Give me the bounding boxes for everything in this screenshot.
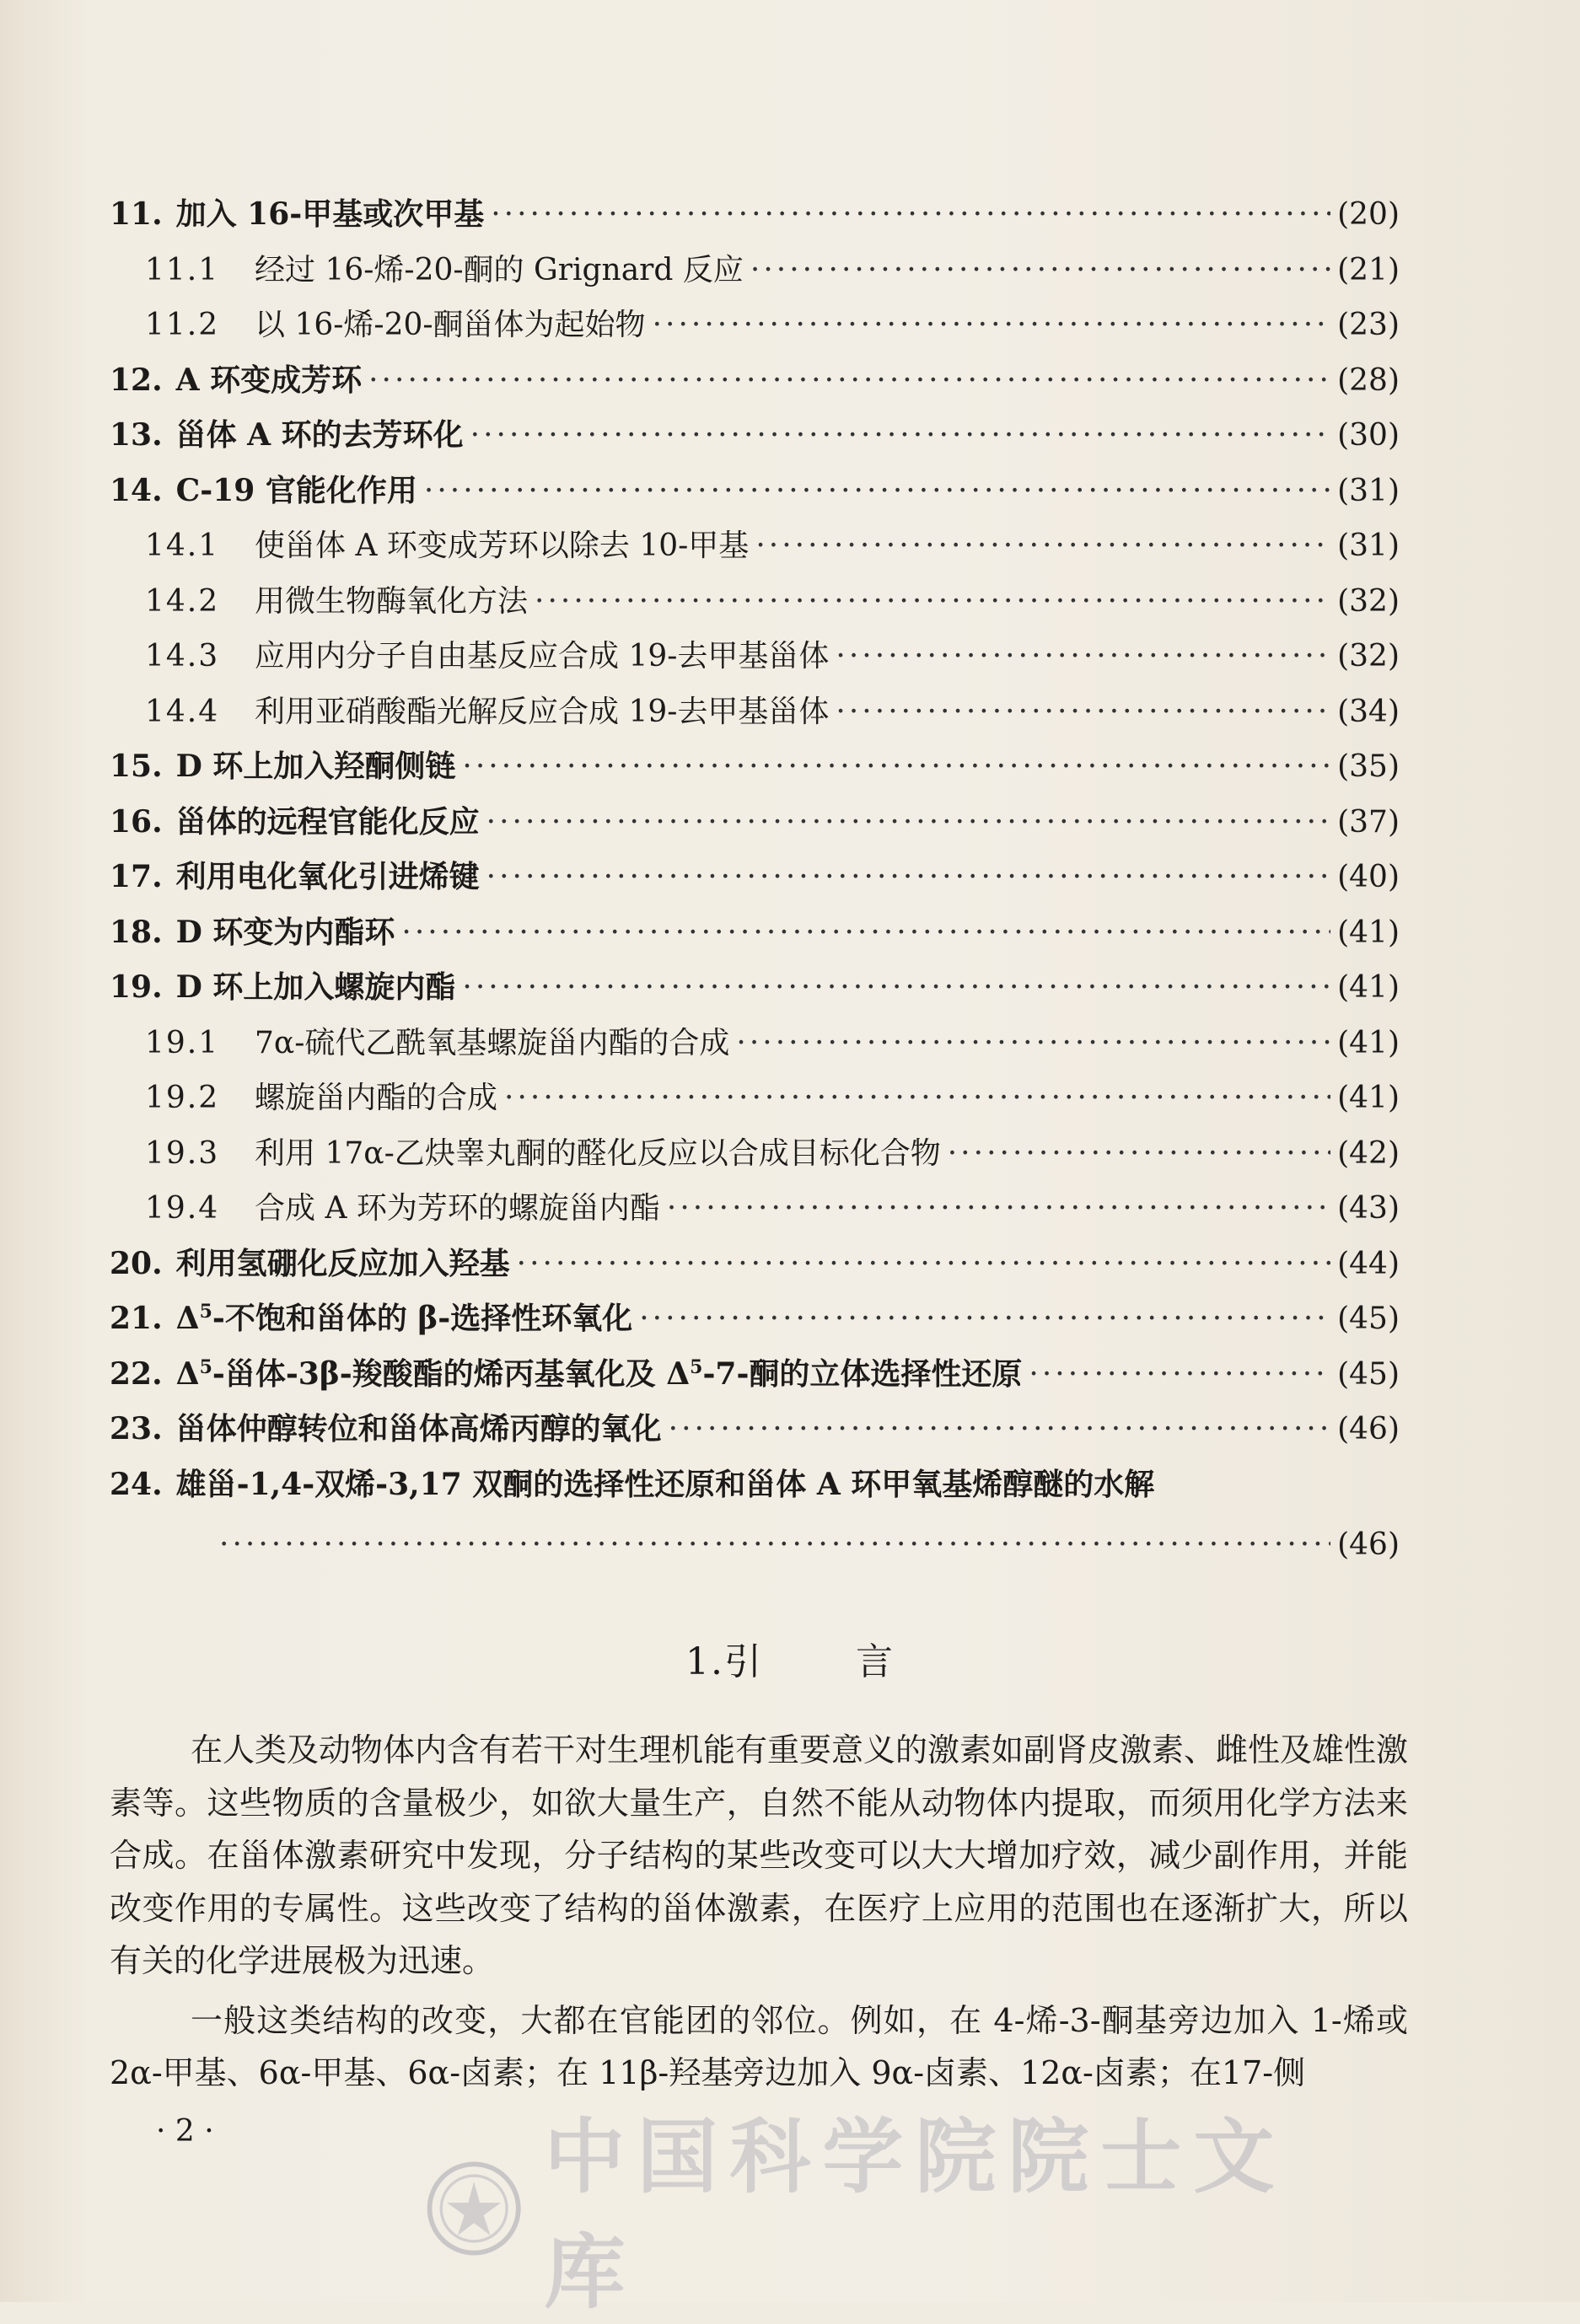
toc-entry-number: 20. (110, 1245, 163, 1281)
toc-entry-number: 14.4 (145, 694, 220, 729)
toc-entry (110, 1016, 1400, 1071)
toc-entry (110, 1457, 1400, 1513)
toc-dot-leader (535, 574, 1330, 630)
toc-entry (110, 905, 1400, 961)
toc-entry-number: 16. (110, 803, 163, 840)
toc-dot-leader (517, 1237, 1330, 1292)
toc-entry-number: 19.1 (145, 1025, 220, 1060)
superscript: 5 (199, 1355, 212, 1378)
toc-dot-leader (368, 353, 1330, 409)
toc-entry-page: (31) (1337, 529, 1400, 563)
toc-entry (110, 408, 1400, 464)
toc-entry-number: 22. (110, 1355, 163, 1392)
toc-dot-leader (736, 1016, 1330, 1071)
toc-entry-number: 12. (110, 362, 163, 398)
section-heading (0, 1631, 1580, 1685)
toc-entry-title: D 环上加入螺旋内酯 (175, 969, 456, 1005)
body-text (110, 1724, 1408, 2100)
toc-entry-title-text: -7-酮的立体选择性还原 (702, 1355, 1023, 1392)
table-of-contents (110, 187, 1400, 1578)
toc-dot-leader (504, 1071, 1330, 1126)
toc-entry-page: (44) (1337, 1246, 1400, 1281)
toc-entry-page: (41) (1337, 1025, 1400, 1060)
toc-entry-number: 24. (110, 1466, 163, 1502)
toc-entry (110, 1402, 1400, 1457)
toc-entry (110, 739, 1400, 795)
toc-dot-leader (462, 739, 1330, 795)
toc-entry (110, 243, 1400, 298)
toc-entry-page: (34) (1337, 694, 1400, 729)
toc-entry-title: 合成 A 环为芳环的螺旋甾内酯 (255, 1191, 660, 1226)
page-number: · 2 · (156, 2114, 214, 2149)
toc-entry-title: A 环变成芳环 (175, 362, 363, 398)
toc-entry-page: (28) (1337, 362, 1400, 398)
toc-entry (110, 629, 1400, 684)
toc-entry-page: (41) (1337, 1081, 1400, 1115)
toc-entry (110, 353, 1400, 409)
toc-entry-number: 15. (110, 749, 163, 784)
toc-entry-title: 用微生物酶氧化方法 (255, 583, 529, 619)
toc-entry-page: (46) (1337, 1527, 1400, 1562)
section-title-char-2: 言 (855, 1640, 895, 1683)
toc-entry-title: 7α-硫代乙酰氧基螺旋甾内酯的合成 (255, 1025, 730, 1060)
toc-dot-leader (750, 243, 1330, 298)
toc-dot-leader (219, 1512, 1330, 1578)
toc-entry-page: (46) (1337, 1412, 1400, 1446)
toc-entry (110, 1347, 1400, 1403)
toc-entry (110, 1181, 1400, 1237)
section-title-char-1: 引 (723, 1640, 763, 1683)
toc-entry-number: 18. (110, 914, 163, 950)
toc-entry (110, 1071, 1400, 1126)
toc-entry-page: (35) (1337, 749, 1400, 784)
toc-entry (110, 574, 1400, 630)
toc-dot-leader (667, 1181, 1330, 1237)
toc-dot-leader (836, 684, 1330, 740)
toc-entry-page: (37) (1337, 804, 1400, 840)
toc-dot-leader (948, 1126, 1330, 1182)
library-watermark (426, 2109, 1353, 2320)
toc-entry (110, 464, 1400, 519)
toc-entry (110, 684, 1400, 740)
toc-entry-page: (31) (1337, 473, 1400, 508)
toc-entry-number: 11.1 (145, 252, 220, 287)
toc-dot-leader (653, 298, 1331, 353)
toc-dot-leader (486, 795, 1330, 851)
toc-entry (110, 518, 1400, 574)
toc-entry-title: 甾体 A 环的去芳环化 (175, 417, 464, 453)
toc-entry (110, 850, 1400, 905)
toc-entry-title: 甾体仲醇转位和甾体高烯丙醇的氧化 (175, 1411, 662, 1446)
toc-entry (110, 1126, 1400, 1182)
superscript: 5 (690, 1355, 703, 1378)
toc-entry-title: D 环变为内酯环 (175, 914, 395, 950)
toc-entry-title: 雄甾-1,4-双烯-3,17 双酮的选择性还原和甾体 A 环甲氧基烯醇醚的水解 (175, 1466, 1155, 1502)
paragraph: 一般这类结构的改变，大都在官能团的邻位。例如，在 4-烯-3-酮基旁边加入 1-烯或 2α-甲基、6α-甲基、6α-卤素；在 11β-羟基旁边加入 9α-卤素、12α-卤素；在17-侧 (110, 2001, 1408, 2091)
toc-entry-number: 13. (110, 417, 163, 453)
superscript: 5 (199, 1301, 212, 1323)
toc-dot-leader (491, 187, 1330, 243)
toc-entry-title: 加入 16-甲基或次甲基 (175, 196, 485, 232)
toc-entry-number: 14. (110, 472, 163, 508)
toc-entry-title: 利用 17α-乙炔睾丸酮的醛化反应以合成目标化合物 (255, 1135, 941, 1171)
toc-dot-leader (836, 629, 1330, 684)
toc-entry-title: D 环上加入羟酮侧链 (175, 749, 456, 784)
toc-dot-leader (462, 960, 1330, 1016)
toc-entry-title (176, 1347, 1023, 1403)
toc-entry-title: 使甾体 A 环变成芳环以除去 10-甲基 (255, 529, 750, 563)
toc-entry (110, 795, 1400, 851)
toc-entry-number: 23. (110, 1411, 163, 1446)
toc-entry-page: (40) (1337, 860, 1400, 894)
toc-entry (110, 187, 1400, 243)
toc-entry-title: 应用内分子自由基反应合成 19-去甲基甾体 (255, 639, 830, 674)
toc-entry-number: 17. (110, 859, 163, 894)
toc-entry-number: 14.3 (145, 639, 220, 674)
toc-dot-leader (401, 905, 1330, 961)
toc-entry-number: 14.1 (145, 529, 220, 563)
toc-dot-leader (1029, 1347, 1330, 1403)
delta-symbol: Δ (175, 1301, 200, 1336)
toc-entry-number: 21. (110, 1301, 163, 1336)
toc-entry-title-text: -不饱和甾体的 β-选择性环氧化 (212, 1301, 633, 1336)
toc-entry-page: (45) (1337, 1302, 1400, 1336)
toc-entry-page: (21) (1337, 252, 1400, 287)
toc-entry (110, 1237, 1400, 1292)
toc-entry-number: 14.2 (145, 583, 220, 619)
toc-dot-leader (470, 408, 1330, 464)
toc-entry-title: 经过 16-烯-20-酮的 Grignard 反应 (255, 252, 744, 287)
seal-icon (426, 2159, 522, 2258)
toc-entry-number: 19. (110, 969, 163, 1005)
toc-entry-continuation (110, 1512, 1400, 1578)
toc-entry-number: 19.3 (145, 1135, 220, 1171)
section-number: 1. (685, 1640, 724, 1683)
toc-dot-leader (424, 464, 1330, 519)
toc-entry-title: 甾体的远程官能化反应 (175, 803, 480, 840)
toc-entry-page: (32) (1337, 639, 1400, 674)
toc-entry-page: (41) (1337, 970, 1400, 1005)
toc-entry-number: 19.2 (145, 1081, 220, 1115)
toc-entry-title: 利用氢硼化反应加入羟基 (175, 1245, 510, 1281)
toc-entry-title (176, 1291, 633, 1347)
toc-entry-title: 利用电化氧化引进烯键 (175, 859, 480, 894)
toc-entry-number: 11.2 (145, 308, 220, 342)
toc-entry (110, 298, 1400, 353)
toc-entry-title: 利用亚硝酸酯光解反应合成 19-去甲基甾体 (255, 694, 830, 729)
toc-entry-page: (32) (1337, 583, 1400, 619)
toc-dot-leader (639, 1291, 1330, 1347)
paragraph: 在人类及动物体内含有若干对生理机能有重要意义的激素如副肾皮激素、雌性及雄性激素等。这些物质的含量极少，如欲大量生产，自然不能从动物体内提取，而须用化学方法来合成。在甾体激素研究中发现，分子结构的某些改变可以大大增加疗效，减少副作用，并能改变作用的专属性。这些改变了结构的甾体激素，在医疗上应用的范围也在逐渐扩大，所以有关的化学进展极为迅速。 (110, 1731, 1409, 1979)
watermark-text: 中国科学院院士文库 (544, 2109, 1287, 2320)
delta-symbol: Δ (175, 1355, 200, 1392)
toc-entry-page: (42) (1337, 1135, 1400, 1171)
toc-entry-title-text: -甾体-3β-羧酸酯的烯丙基氧化及 Δ (212, 1355, 691, 1392)
toc-entry-page: (20) (1337, 197, 1400, 232)
toc-entry (110, 1291, 1400, 1347)
toc-entry-title: 以 16-烯-20-酮甾体为起始物 (255, 308, 646, 342)
toc-dot-leader (486, 850, 1330, 905)
toc-entry (110, 960, 1400, 1016)
toc-entry-number: 19.4 (145, 1191, 220, 1226)
toc-entry-page: (41) (1337, 915, 1400, 950)
toc-entry-title: C-19 官能化作用 (175, 472, 417, 508)
toc-entry-number: 11. (110, 196, 163, 232)
toc-dot-leader (669, 1402, 1330, 1457)
toc-entry-page: (23) (1337, 308, 1400, 342)
toc-dot-leader (755, 518, 1330, 574)
toc-entry-page: (30) (1337, 418, 1400, 453)
toc-entry-title: 螺旋甾内酯的合成 (255, 1081, 498, 1115)
toc-entry-page: (43) (1337, 1191, 1400, 1226)
toc-entry-page: (45) (1337, 1356, 1400, 1392)
